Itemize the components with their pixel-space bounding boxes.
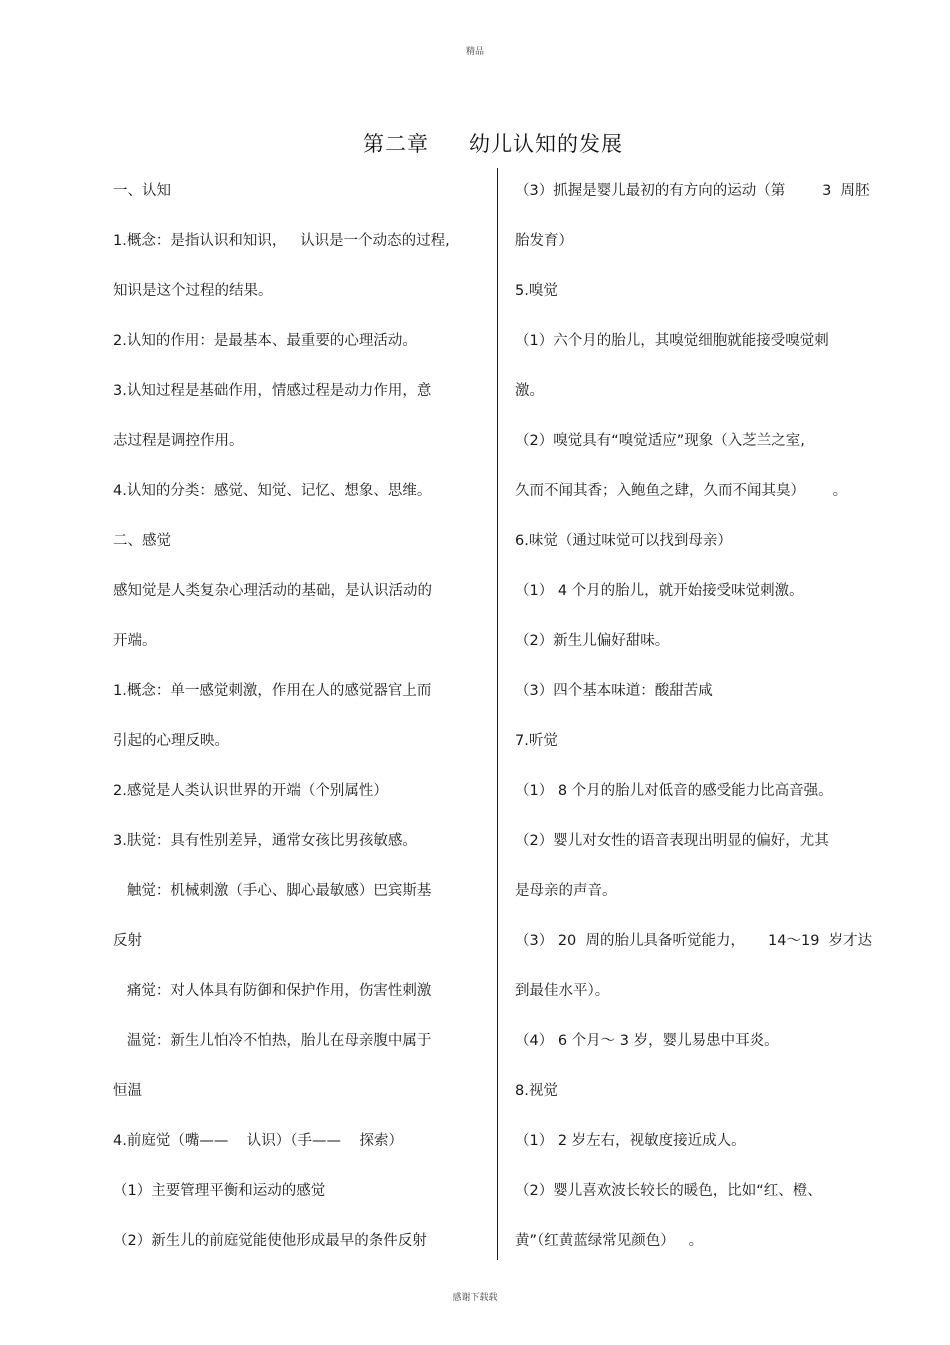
text-line: 久而不闻其香；入鲍鱼之肆，久而不闻其臭） 。 <box>515 483 848 499</box>
text-line: （2）嗅觉具有“嗅觉适应”现象（入芝兰之室, <box>515 433 805 449</box>
text-line: （3） 20 周的胎儿具备听觉能力， 14～19 岁才达 <box>515 933 873 949</box>
text-line: 4.认知的分类：感觉、知觉、记忆、想象、思维。 <box>113 483 432 499</box>
text-line: 一、认知 <box>113 183 171 199</box>
text-line: （2）新生儿偏好甜味。 <box>515 633 670 649</box>
text-line: 5.嗅觉 <box>515 283 558 299</box>
text-line: 1.概念：是指认识和知识， 认识是一个动态的过程, <box>113 233 450 249</box>
footer-watermark: 感谢下载载 <box>452 1293 498 1303</box>
right-column <box>515 174 895 1274</box>
text-line: （1）主要管理平衡和运动的感觉 <box>113 1183 326 1199</box>
text-line: 是母亲的声音。 <box>515 883 617 899</box>
text-line: 4.前庭觉（嘴—— 认识）（手—— 探索） <box>113 1133 403 1149</box>
text-line: 引起的心理反映。 <box>113 733 229 749</box>
text-line: （1） 2 岁左右，视敏度接近成人。 <box>515 1133 746 1149</box>
text-line: 3.认知过程是基础作用，情感过程是动力作用，意 <box>113 383 432 399</box>
chapter-number: 第二章 <box>363 132 429 156</box>
text-line: 触觉：机械刺激（手心、脚心最敏感）巴宾斯基 <box>113 883 432 899</box>
text-line: （3）四个基本味道：酸甜苦咸 <box>515 683 713 699</box>
text-line: （1）六个月的胎儿，其嗅觉细胞就能接受嗅觉刺 <box>515 333 829 349</box>
text-line: （1） 8 个月的胎儿对低音的感受能力比高音强。 <box>515 783 833 799</box>
text-line: 知识是这个过程的结果。 <box>113 283 273 299</box>
text-line: 激。 <box>515 383 544 399</box>
text-line: （3）抓握是婴儿最初的有方向的运动（第 3 周胚 <box>515 183 870 199</box>
text-line: 反射 <box>113 933 142 949</box>
text-line: 志过程是调控作用。 <box>113 433 244 449</box>
text-line: 感知觉是人类复杂心理活动的基础，是认识活动的 <box>113 583 432 599</box>
text-line: 痛觉：对人体具有防御和保护作用，伤害性刺激 <box>113 983 432 999</box>
left-column <box>113 174 483 1274</box>
text-line: （2）婴儿喜欢波长较长的暖色，比如“红、橙、 <box>515 1183 822 1199</box>
chapter-title <box>0 128 950 158</box>
text-line: 恒温 <box>113 1083 142 1099</box>
text-line: （4） 6 个月～ 3 岁，婴儿易患中耳炎。 <box>515 1033 779 1049</box>
text-line: 2.感觉是人类认识世界的开端（个别属性） <box>113 783 388 799</box>
text-line: 6.味觉（通过味觉可以找到母亲） <box>515 533 732 549</box>
text-line: （1） 4 个月的胎儿，就开始接受味觉刺激。 <box>515 583 804 599</box>
text-line: 温觉：新生儿怕冷不怕热，胎儿在母亲腹中属于 <box>113 1033 432 1049</box>
text-line: 1.概念：单一感觉刺激，作用在人的感觉器官上而 <box>113 683 432 699</box>
text-line: 黄”（红黄蓝绿常见颜色） 。 <box>515 1233 704 1249</box>
text-line: （2）婴儿对女性的语音表现出明显的偏好，尤其 <box>515 833 829 849</box>
text-line: 到最佳水平）。 <box>515 983 610 999</box>
text-line: 开端。 <box>113 633 157 649</box>
text-line: （2）新生儿的前庭觉能使他形成最早的条件反射 <box>113 1233 427 1249</box>
text-line: 二、感觉 <box>113 533 171 549</box>
text-line: 胎发育） <box>515 233 573 249</box>
text-line: 8.视觉 <box>515 1083 558 1099</box>
column-divider <box>497 168 498 1260</box>
header-watermark: 精品 <box>465 47 484 57</box>
text-line: 3.肤觉：具有性别差异，通常女孩比男孩敏感。 <box>113 833 417 849</box>
text-line: 2.认知的作用：是最基本、最重要的心理活动。 <box>113 333 417 349</box>
chapter-name: 幼儿认知的发展 <box>469 132 623 156</box>
text-line: 7.听觉 <box>515 733 558 749</box>
